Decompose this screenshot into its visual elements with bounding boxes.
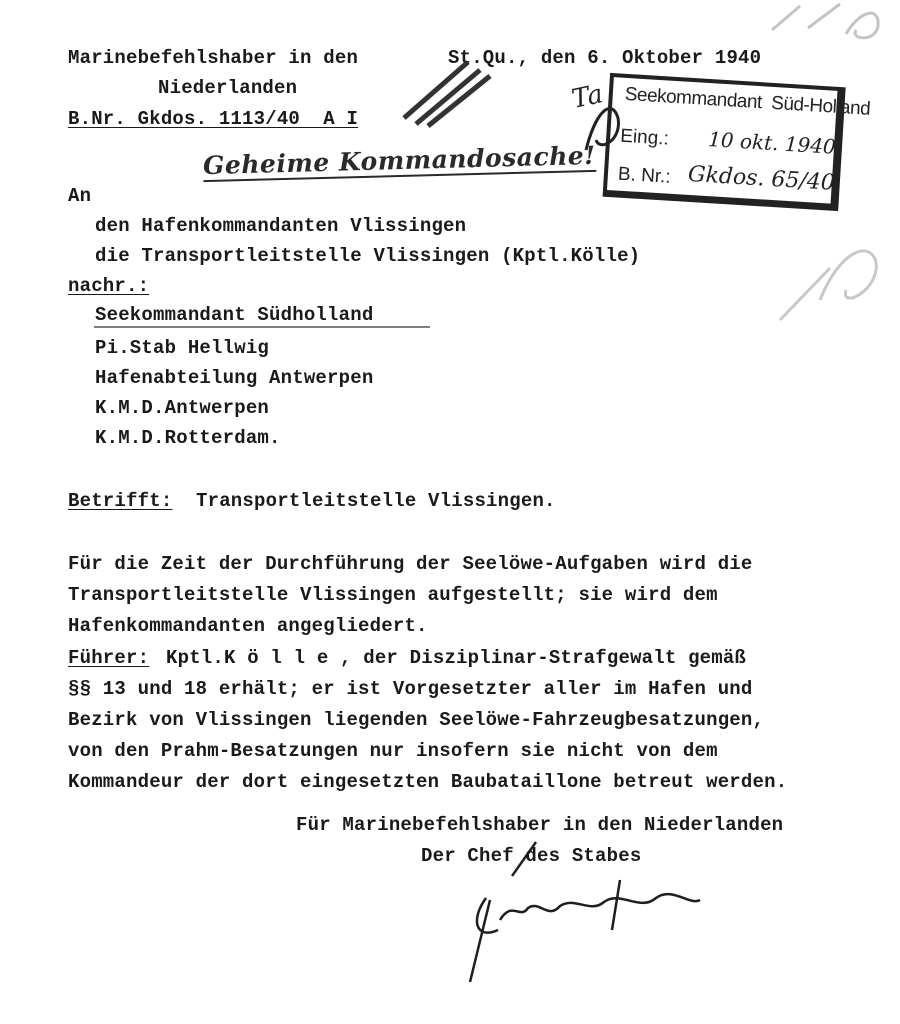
signature [470,880,700,982]
ink-strike [404,62,490,126]
place-date: St.Qu., den 6. Oktober 1940 [448,47,762,69]
subject-label: Betrifft: [68,490,173,512]
cc-recipient-1: Seekommandant Südholland [95,304,374,326]
body-line-1: Für die Zeit der Durchführung der Seelöwe-Aufgaben wird die [68,553,753,575]
cc-recipient-4: K.M.D.Antwerpen [95,397,270,419]
fuehrer-line-2: §§ 13 und 18 erhält; er ist Vorgesetzter aller im Hafen und [68,678,753,700]
cc-recipient-2: Pi.Stab Hellwig [95,337,270,359]
fuehrer-line-4: von den Prahm-Besatzungen nur insofern sie nicht von dem [68,740,718,762]
fuehrer-line-3: Bezirk von Vlissingen liegenden Seelöwe-Fahrzeugbesatzungen, [68,709,765,731]
stamp-bnr-label: B. Nr.: [617,163,672,188]
reference-number: B.Nr. Gkdos. 1113/40 A I [68,108,359,130]
sender-line-1: Marinebefehlshaber in den [68,47,359,69]
receipt-stamp [594,66,871,221]
subject-text: Transportleitstelle Vlissingen. [196,490,556,512]
sender-line-2: Niederlanden [158,77,298,99]
stamp-eing-value: 10 okt. 1940 [707,127,837,159]
to-label: An [68,185,92,207]
to-recipient-1: den Hafenkommandanten Vlissingen [95,215,467,237]
cc-label: nachr.: [68,275,150,297]
cc-recipient-5: K.M.D.Rotterdam. [95,427,281,449]
body-line-2: Transportleitstelle Vlissingen aufgestellt; sie wird dem [68,584,718,606]
fuehrer-line-5: Kommandeur der dort eingesetzten Baubataillone betreut werden. [68,771,788,793]
stamp-eing-label: Eing.: [619,125,670,150]
closing-line-2: Der Chef des Stabes [421,845,642,867]
to-recipient-2: die Transportleitstelle Vlissingen (Kptl.Kölle) [95,245,641,267]
classification-stamp: Geheime Kommandosache! [202,140,597,181]
stamp-title: Seekommandant Süd-Holland [624,83,871,120]
body-line-3: Hafenkommandanten angegliedert. [68,615,428,637]
pencil-mark-top [772,4,878,38]
fuehrer-label: Führer: [68,647,150,669]
fuehrer-line-1: Kptl.K ö l l e , der Disziplinar-Strafgewalt gemäß [166,647,747,669]
closing-line-1: Für Marinebefehlshaber in den Niederlanden [296,814,784,836]
cc-recipient-3: Hafenabteilung Antwerpen [95,367,374,389]
stamp-initials: Ta [569,79,606,115]
stamp-bnr-value: Gkdos. 65/40 [687,161,836,196]
pencil-mark-margin [780,251,876,320]
